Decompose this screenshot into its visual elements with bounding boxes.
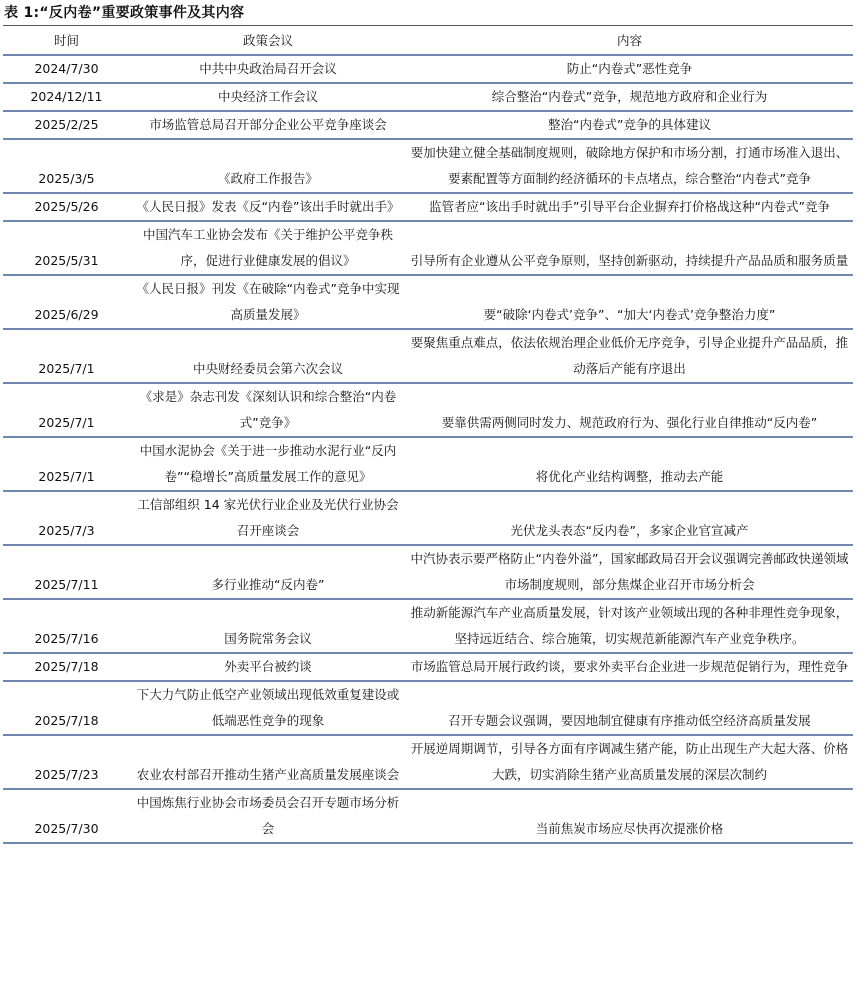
table-row <box>3 83 853 111</box>
cell-time: 2024/12/11 <box>3 83 130 111</box>
cell-policy: 中国炼焦行业协会市场委员会召开专题市场分析会 <box>130 789 406 843</box>
table-row <box>3 275 853 329</box>
table-row <box>3 599 853 653</box>
cell-time: 2025/2/25 <box>3 111 130 139</box>
cell-policy: 《求是》杂志刊发《深刻认识和综合整治“内卷式”竞争》 <box>130 383 406 437</box>
cell-policy: 多行业推动“反内卷” <box>130 545 406 599</box>
table-row <box>3 55 853 83</box>
policy-table <box>3 26 853 844</box>
cell-time: 2025/7/18 <box>3 681 130 735</box>
table-row <box>3 221 853 275</box>
cell-policy: 国务院常务会议 <box>130 599 406 653</box>
cell-policy: 《政府工作报告》 <box>130 139 406 193</box>
table-row <box>3 193 853 221</box>
cell-time: 2025/7/1 <box>3 329 130 383</box>
header-policy: 政策会议 <box>130 26 406 55</box>
table-row <box>3 111 853 139</box>
cell-content: 将优化产业结构调整，推动去产能 <box>406 437 853 491</box>
cell-policy: 市场监管总局召开部分企业公平竞争座谈会 <box>130 111 406 139</box>
cell-policy: 中共中央政治局召开会议 <box>130 55 406 83</box>
cell-policy: 中央经济工作会议 <box>130 83 406 111</box>
cell-content: 推动新能源汽车产业高质量发展，针对该产业领域出现的各种非理性竞争现象，坚持远近结合、综合施策，切实规范新能源汽车产业竞争秩序。 <box>406 599 853 653</box>
cell-content: 防止“内卷式”恶性竞争 <box>406 55 853 83</box>
table-row <box>3 789 853 843</box>
cell-policy: 农业农村部召开推动生猪产业高质量发展座谈会 <box>130 735 406 789</box>
cell-time: 2025/7/1 <box>3 437 130 491</box>
cell-content: 中汽协表示要严格防止“内卷外溢”，国家邮政局召开会议强调完善邮政快递领域市场制度规则，部分焦煤企业召开市场分析会 <box>406 545 853 599</box>
cell-content: 召开专题会议强调，要因地制宜健康有序推动低空经济高质量发展 <box>406 681 853 735</box>
table-row <box>3 735 853 789</box>
table-row <box>3 545 853 599</box>
cell-time: 2024/7/30 <box>3 55 130 83</box>
cell-time: 2025/7/3 <box>3 491 130 545</box>
cell-content: 光伏龙头表态“反内卷”，多家企业官宣减产 <box>406 491 853 545</box>
cell-time: 2025/7/18 <box>3 653 130 681</box>
cell-content: 整治“内卷式”竞争的具体建议 <box>406 111 853 139</box>
cell-time: 2025/6/29 <box>3 275 130 329</box>
cell-time: 2025/7/11 <box>3 545 130 599</box>
cell-time: 2025/5/26 <box>3 193 130 221</box>
cell-time: 2025/7/1 <box>3 383 130 437</box>
cell-content: 要靠供需两侧同时发力、规范政府行为、强化行业自律推动“反内卷” <box>406 383 853 437</box>
header-time: 时间 <box>3 26 130 55</box>
table-row <box>3 329 853 383</box>
header-content: 内容 <box>406 26 853 55</box>
cell-time: 2025/7/16 <box>3 599 130 653</box>
table-row <box>3 437 853 491</box>
table-row <box>3 139 853 193</box>
table-row <box>3 681 853 735</box>
cell-time: 2025/3/5 <box>3 139 130 193</box>
table-row <box>3 383 853 437</box>
table-row <box>3 491 853 545</box>
cell-content: 综合整治“内卷式”竞争，规范地方政府和企业行为 <box>406 83 853 111</box>
table-title: 表 1:“反内卷”重要政策事件及其内容 <box>4 5 245 21</box>
cell-policy: 工信部组织 14 家光伏行业企业及光伏行业协会召开座谈会 <box>130 491 406 545</box>
cell-content: 要“破除‘内卷式’竞争”、“加大‘内卷式’竞争整治力度” <box>406 275 853 329</box>
cell-policy: 中国汽车工业协会发布《关于维护公平竞争秩序，促进行业健康发展的倡议》 <box>130 221 406 275</box>
cell-content: 监管者应“该出手时就出手”引导平台企业摒弃打价格战这种“内卷式”竞争 <box>406 193 853 221</box>
cell-time: 2025/5/31 <box>3 221 130 275</box>
cell-content: 要加快建立健全基础制度规则，破除地方保护和市场分割，打通市场准入退出、要素配置等方面制约经济循环的卡点堵点，综合整治“内卷式”竞争 <box>406 139 853 193</box>
table-row <box>3 653 853 681</box>
cell-content: 引导所有企业遵从公平竞争原则，坚持创新驱动，持续提升产品品质和服务质量 <box>406 221 853 275</box>
cell-policy: 中国水泥协会《关于进一步推动水泥行业“反内卷”“稳增长”高质量发展工作的意见》 <box>130 437 406 491</box>
cell-policy: 《人民日报》刊发《在破除“内卷式”竞争中实现高质量发展》 <box>130 275 406 329</box>
table-header-row <box>3 26 853 55</box>
cell-policy: 下大力气防止低空产业领域出现低效重复建设或低端恶性竞争的现象 <box>130 681 406 735</box>
cell-policy: 外卖平台被约谈 <box>130 653 406 681</box>
cell-content: 当前焦炭市场应尽快再次提涨价格 <box>406 789 853 843</box>
cell-time: 2025/7/23 <box>3 735 130 789</box>
cell-content: 市场监管总局开展行政约谈，要求外卖平台企业进一步规范促销行为，理性竞争 <box>406 653 853 681</box>
cell-time: 2025/7/30 <box>3 789 130 843</box>
cell-content: 要聚焦重点难点，依法依规治理企业低价无序竞争，引导企业提升产品品质，推动落后产能有序退出 <box>406 329 853 383</box>
cell-policy: 《人民日报》发表《反“内卷”该出手时就出手》 <box>130 193 406 221</box>
cell-policy: 中央财经委员会第六次会议 <box>130 329 406 383</box>
cell-content: 开展逆周期调节，引导各方面有序调减生猪产能，防止出现生产大起大落、价格大跌，切实消除生猪产业高质量发展的深层次制约 <box>406 735 853 789</box>
